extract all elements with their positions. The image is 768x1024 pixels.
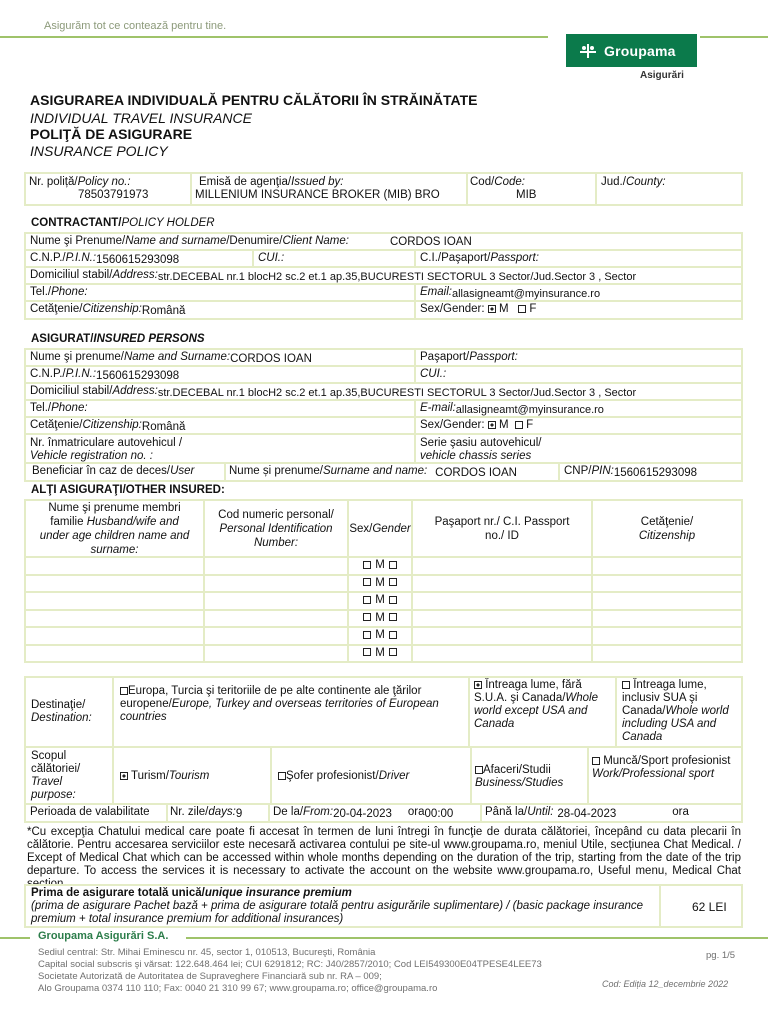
- purpose-business-option[interactable]: Afaceri/Studii Business/Studies: [472, 748, 587, 803]
- others-sex-m-checkbox[interactable]: [363, 596, 371, 604]
- until-cell: Până la/Until: 28-04-2023 ora: [482, 805, 741, 821]
- others-empty-cell: [205, 558, 347, 574]
- purpose-work-option[interactable]: Muncă/Sport profesionist Work/Professional sport: [589, 748, 741, 803]
- others-sex-m-label: M: [375, 559, 385, 571]
- insured-address-row: Domiciliul stabil/Address:str.DECEBAL nr.1 blocH2 sc.2 et.1 ap.35,BUCURESTI SECTORUL 3 Sector/Jud.Sector 3 , Sector: [26, 384, 741, 399]
- code-value: MIB: [516, 189, 537, 201]
- vehicle-reg-cell: Nr. înmatriculare autovehicul / Vehicle registration no. :: [26, 435, 414, 462]
- county-cell: [597, 174, 741, 204]
- agency-label: Emisă de agenţia/: [199, 176, 292, 188]
- others-empty-cell: [413, 611, 591, 627]
- validity-cell: Perioada de valabilitate: [26, 805, 166, 821]
- premium-value: 62 LEI: [692, 900, 727, 914]
- policy-no-value: 78503791973: [78, 189, 149, 201]
- policy-no-label: Nr. poliță/: [29, 176, 78, 188]
- footer-line3: Societate Autorizată de Autoritatea de Supraveghere Financiară sub nr. RA – 009;: [38, 971, 382, 982]
- others-empty-cell: [26, 646, 203, 662]
- title-ro: ASIGURAREA INDIVIDUALĂ PENTRU CĂLĂTORII ÎN STRĂINĂTATE: [30, 92, 478, 108]
- footer-line4: Alo Groupama 0374 110 110; Fax: 0040 21 310 99 67; www.groupama.ro; office@groupama.ro: [38, 983, 438, 994]
- others-empty-cell: [413, 576, 591, 592]
- others-empty-cell: [26, 611, 203, 627]
- brand-subtitle: Asigurări: [640, 70, 684, 81]
- contractant-address-value: str.DECEBAL nr.1 blocH2 sc.2 et.1 ap.35,BUCURESTI SECTORUL 3 Sector/Jud.Sector 3 , Sector: [157, 271, 637, 283]
- code-label-en: Code:: [494, 176, 525, 188]
- insured-name-value: CORDOS IOAN: [230, 353, 312, 365]
- destination-world-ex-usa-option[interactable]: Întreaga lume, fără S.U.A. şi Canada/Whole world except USA and Canada: [470, 678, 615, 746]
- contractant-name-row: Nume şi Prenume/Name and surname/Denumire/Client Name: CORDOS IOAN: [26, 234, 741, 249]
- sex-m-checkbox[interactable]: [488, 305, 496, 313]
- others-empty-cell: [205, 628, 347, 644]
- purpose-driver-option[interactable]: Şofer profesionist/Driver: [272, 748, 470, 803]
- beneficiary-name-cell: Nume și prenume/Surname and name: CORDOS IOAN: [226, 464, 558, 480]
- edition-code: Cod: Ediția 12_decembrie 2022: [602, 979, 729, 989]
- days-value: 9: [235, 808, 243, 820]
- others-empty-cell: [593, 558, 741, 574]
- insured-heading: ASIGURAT/INSURED PERSONS: [31, 333, 205, 345]
- beneficiary-cnp-value: 1560615293098: [613, 467, 698, 479]
- others-sex-m-checkbox[interactable]: [363, 578, 371, 586]
- others-empty-cell: [26, 576, 203, 592]
- others-sex-f-checkbox[interactable]: [389, 631, 397, 639]
- insured-cnp-cell: C.N.P./P.I.N.:1560615293098: [26, 367, 414, 382]
- others-sex-cell: [349, 628, 411, 644]
- others-empty-cell: [205, 646, 347, 662]
- others-col-passport: Paşaport nr./ C.I. Passport no./ ID: [413, 501, 591, 556]
- insured-sex-f-checkbox[interactable]: [515, 421, 523, 429]
- others-sex-m-label: M: [375, 646, 385, 659]
- purpose-work-checkbox[interactable]: [592, 757, 600, 765]
- insured-cnp-value: 1560615293098: [96, 370, 180, 382]
- others-sex-m-checkbox[interactable]: [363, 613, 371, 621]
- others-col-citizenship: Cetăţenie/ Citizenship: [593, 501, 741, 556]
- others-empty-cell: [205, 611, 347, 627]
- others-empty-cell: [413, 628, 591, 644]
- insured-citizenship-cell: Cetăţenie/Citizenship:Română: [26, 418, 414, 433]
- code-cell: [468, 174, 595, 204]
- others-empty-cell: [413, 646, 591, 662]
- others-sex-m-label: M: [375, 611, 385, 624]
- others-empty-cell: [593, 593, 741, 609]
- contractant-address-row: Domiciliul stabil/Address:str.DECEBAL nr.1 blocH2 sc.2 et.1 ap.35,BUCURESTI SECTORUL 3 Sector/Jud.Sector 3 , Sector: [26, 268, 741, 283]
- others-empty-cell: [593, 628, 741, 644]
- beneficiary-name-value: CORDOS IOAN: [435, 467, 517, 479]
- insured-phone-cell: Tel./Phone:: [26, 401, 414, 416]
- groupama-leaf-icon: [578, 42, 598, 60]
- others-col-pin: Cod numeric personal/ Personal Identification Number:: [205, 501, 347, 556]
- premium-desc-cell: Prima de asigurare totală unică/unique insurance premium (prima de asigurare Pachet bază + prima de asigurare totală pentru asigurările suplimentare) / (basic package insurance premium + total insurance premium for additional insurances): [26, 886, 659, 926]
- insured-citizenship-value: Română: [141, 421, 186, 433]
- contractant-citizenship-value: Română: [141, 305, 186, 317]
- others-sex-f-checkbox[interactable]: [389, 596, 397, 604]
- insured-cui-cell: CUI.:: [416, 367, 741, 382]
- footer-rule-right: [186, 937, 768, 939]
- code-label: Cod/: [470, 176, 495, 188]
- county-label: Jud./: [601, 176, 626, 188]
- purpose-business-checkbox[interactable]: [475, 766, 483, 774]
- contractant-email-cell: Email:allasigneamt@myinsurance.ro: [416, 285, 741, 300]
- others-sex-f-checkbox[interactable]: [389, 613, 397, 621]
- policy-title-ro: POLIŢĂ DE ASIGURARE: [30, 126, 193, 142]
- others-sex-f-checkbox[interactable]: [389, 648, 397, 656]
- beneficiary-cnp-cell: CNP/PIN:1560615293098: [560, 464, 741, 480]
- contractant-ci-cell: C.I./Paşaport/Passport:: [416, 251, 741, 266]
- insured-email-cell: E-mail:allasigneamt@myinsurance.ro: [416, 401, 741, 416]
- others-sex-f-checkbox[interactable]: [389, 561, 397, 569]
- policy-no-cell: [26, 174, 190, 204]
- others-sex-cell: [349, 576, 411, 592]
- contractant-name-value: CORDOS IOAN: [390, 236, 472, 248]
- contractant-cui-cell: CUI.:: [254, 251, 414, 266]
- policy-title-en: INSURANCE POLICY: [30, 143, 168, 159]
- others-sex-cell: [349, 593, 411, 609]
- contractant-email-value: allasigneamt@myinsurance.ro: [451, 288, 601, 300]
- contractant-sex-cell: Sex/Gender: M F: [416, 302, 741, 318]
- others-empty-cell: [593, 611, 741, 627]
- others-sex-m-checkbox[interactable]: [363, 561, 371, 569]
- footer-company: Groupama Asigurări S.A.: [38, 930, 169, 942]
- others-empty-cell: [205, 576, 347, 592]
- others-col-sex: Sex/Gender: [349, 501, 411, 556]
- others-sex-m-checkbox[interactable]: [363, 631, 371, 639]
- from-time-value: 00:00: [424, 808, 454, 820]
- others-empty-cell: [26, 558, 203, 574]
- others-empty-cell: [413, 593, 591, 609]
- others-col-name: Nume şi prenume membri familie Husband/wife and under age children name and surname:: [26, 501, 203, 556]
- until-date-value: 28-04-2023: [557, 808, 617, 820]
- contractant-citizenship-cell: Cetăţenie/Citizenship:Română: [26, 302, 414, 318]
- insured-email-value: allasigneamt@myinsurance.ro: [455, 404, 604, 416]
- insured-name-cell: Nume şi prenume/Name and Surname:CORDOS IOAN: [26, 350, 414, 365]
- others-sex-f-checkbox[interactable]: [389, 578, 397, 586]
- destination-world-incl-usa-checkbox[interactable]: [622, 681, 630, 689]
- days-cell: Nr. zile/days:9: [168, 805, 268, 821]
- agency-cell: [192, 174, 466, 204]
- insured-sex-cell: Sex/Gender: M F: [416, 418, 741, 433]
- others-sex-m-label: M: [375, 629, 385, 641]
- contractant-cnp-value: 1560615293098: [96, 254, 180, 266]
- others-sex-m-checkbox[interactable]: [363, 648, 371, 656]
- top-rule-right: [700, 36, 768, 38]
- destination-label-cell: Destinaţie/ Destination:: [26, 678, 112, 746]
- agency-label-en: Issued by:: [291, 176, 344, 188]
- vehicle-chassis-cell: Serie şasiu autovehicul/ vehicle chassis series: [416, 435, 741, 462]
- agency-value: MILLENIUM INSURANCE BROKER (MIB) BRO: [195, 189, 440, 201]
- others-sex-cell: [349, 611, 411, 627]
- purpose-tourism-option[interactable]: Turism/Tourism: [114, 748, 270, 803]
- purpose-label-cell: Scopul călătoriei/ Travel purpose:: [26, 748, 112, 803]
- others-sex-cell: [349, 646, 411, 662]
- contractant-phone-cell: Tel./Phone:: [26, 285, 414, 300]
- sex-f-checkbox[interactable]: [518, 305, 526, 313]
- others-sex-m-label: M: [375, 576, 385, 589]
- others-sex-cell: [349, 558, 411, 574]
- footer-rule: [0, 937, 30, 939]
- others-heading: ALŢI ASIGURAŢI/OTHER INSURED:: [31, 484, 225, 496]
- insured-address-value: str.DECEBAL nr.1 blocH2 sc.2 et.1 ap.35,BUCURESTI SECTORUL 3 Sector/Jud.Sector 3 , Sector: [157, 387, 637, 399]
- top-rule: [0, 36, 548, 38]
- destination-world-ex-usa-checkbox[interactable]: [474, 681, 482, 689]
- from-cell: De la/From:20-04-2023 ora00:00: [270, 805, 480, 821]
- policy-no-label-en: Policy no.:: [77, 176, 131, 188]
- contractant-cnp-cell: C.N.P./P.I.N.:1560615293098: [26, 251, 252, 266]
- contractant-heading: CONTRACTANT/POLICY HOLDER: [31, 217, 215, 229]
- medical-chat-note: *Cu excepţia Chatului medical care poate fi accesat în termen de luni întregi în funcţie de durata călătoriei, începând cu data plecarii în călătorie. Pentru accesarea serviciilor este necesară activarea contului pe site-ul www.groupama.ro, meniul Utile, secțiunea Chat Medical. / Except of Medical Chat which can be accessed within whole months depending on the duration of the trip, starting from the date of the trip departure. To access the services it is necessary to activate the account on the website www.groupama.ro, Useful menu, Medical Chat: [27, 826, 741, 877]
- brand-name: Groupama: [604, 42, 676, 59]
- from-date-value: 20-04-2023: [333, 808, 392, 820]
- others-sex-m-label: M: [375, 594, 385, 606]
- others-empty-cell: [205, 593, 347, 609]
- groupama-logo: [566, 34, 697, 67]
- destination-world-incl-usa-option[interactable]: Întreaga lume, inclusiv SUA şi Canada/Whole world including USA and Canada: [617, 678, 741, 746]
- insured-sex-m-checkbox[interactable]: [488, 421, 496, 429]
- others-empty-cell: [593, 576, 741, 592]
- beneficiary-cell: Beneficiar în caz de deces/User: [26, 464, 224, 480]
- others-empty-cell: [413, 558, 591, 574]
- destination-europe-option[interactable]: Europa, Turcia şi teritoriile de pe alte continente ale ţărilor europene/Europe, Turkey and overseas territories of European countries: [114, 678, 468, 746]
- others-empty-cell: [26, 628, 203, 644]
- destination-europe-checkbox[interactable]: [120, 687, 128, 695]
- footer-line2: Capital social subscris şi vărsat: 122.648.464 lei; CUI 6291812; RC: J40/2857/2010; Cod LEI549300E04TPESE4LEE73: [38, 959, 542, 970]
- purpose-driver-checkbox[interactable]: [278, 772, 286, 780]
- page-number: pg. 1/5: [706, 950, 736, 961]
- footer-line1: Sediul central: Str. Mihai Eminescu nr. 45, sector 1, 010513, Bucureşti, România: [38, 947, 376, 958]
- others-empty-cell: [593, 646, 741, 662]
- title-en: INDIVIDUAL TRAVEL INSURANCE: [30, 110, 252, 126]
- premium-value-cell: [661, 886, 741, 926]
- county-label-en: County:: [625, 176, 666, 188]
- others-empty-cell: [26, 593, 203, 609]
- insured-passport-cell: Paşaport/Passport:: [416, 350, 741, 365]
- tagline: Asigurăm tot ce contează pentru tine.: [44, 20, 227, 32]
- purpose-tourism-checkbox[interactable]: [120, 772, 128, 780]
